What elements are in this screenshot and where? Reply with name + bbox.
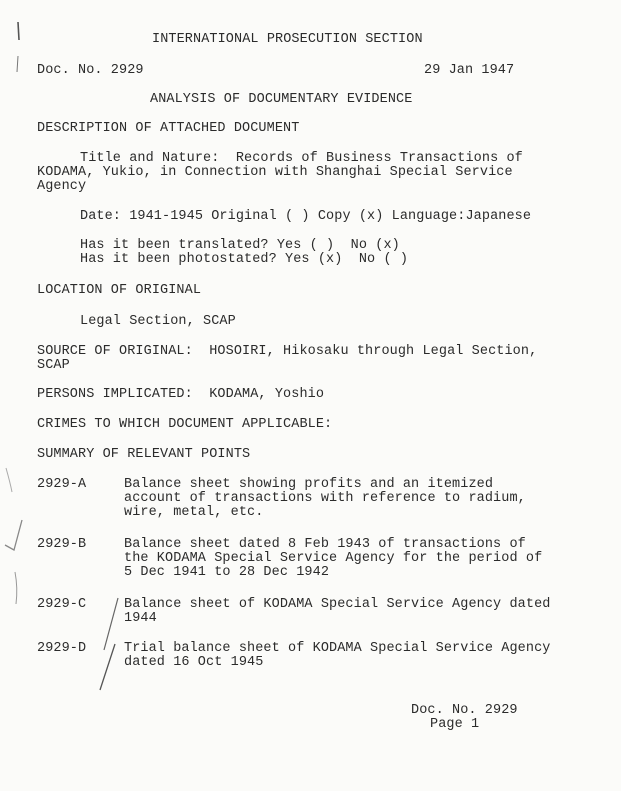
item-line: Trial balance sheet of KODAMA Special Service Agency xyxy=(124,641,551,656)
item-line: wire, metal, etc. xyxy=(124,505,264,520)
item-line: 1944 xyxy=(124,611,157,626)
persons-implicated: PERSONS IMPLICATED: KODAMA, Yoshio xyxy=(37,387,325,402)
photostated-line: Has it been photostated? Yes (x) No ( ) xyxy=(80,252,409,267)
item-line: Balance sheet dated 8 Feb 1943 of transactions of xyxy=(124,537,526,552)
analysis-title: ANALYSIS OF DOCUMENTARY EVIDENCE xyxy=(150,92,413,107)
margin-tick-mark xyxy=(17,56,18,72)
title-nature-line-2: KODAMA, Yukio, in Connection with Shanghai Special Service xyxy=(37,165,513,180)
item-id: 2929-D xyxy=(37,641,87,656)
title-nature-line-1: Title and Nature: Records of Business Transactions of xyxy=(80,151,523,166)
translated-line: Has it been translated? Yes ( ) No (x) xyxy=(80,238,400,253)
crimes-applicable: CRIMES TO WHICH DOCUMENT APPLICABLE: xyxy=(37,417,333,432)
source-line-2: SCAP xyxy=(37,358,70,373)
source-line-1: SOURCE OF ORIGINAL: HOSOIRI, Hikosaku through Legal Section, xyxy=(37,344,538,359)
item-id: 2929-B xyxy=(37,537,87,552)
section-heading: INTERNATIONAL PROSECUTION SECTION xyxy=(152,32,423,47)
item-id: 2929-A xyxy=(37,477,87,492)
check-mark xyxy=(6,468,12,492)
doc-date: 29 Jan 1947 xyxy=(424,63,515,78)
margin-line-mark xyxy=(15,572,17,604)
margin-tick-mark xyxy=(18,22,19,40)
item-id: 2929-C xyxy=(37,597,87,612)
item-line: the KODAMA Special Service Agency for the period of xyxy=(124,551,543,566)
footer-page-number: Page 1 xyxy=(430,717,480,732)
location-value: Legal Section, SCAP xyxy=(80,314,236,329)
item-line: account of transactions with reference to radium, xyxy=(124,491,526,506)
item-line: dated 16 Oct 1945 xyxy=(124,655,264,670)
item-line: 5 Dec 1941 to 28 Dec 1942 xyxy=(124,565,330,580)
title-nature-line-3: Agency xyxy=(37,179,87,194)
description-heading: DESCRIPTION OF ATTACHED DOCUMENT xyxy=(37,121,300,136)
check-mark xyxy=(5,520,22,550)
summary-heading: SUMMARY OF RELEVANT POINTS xyxy=(37,447,251,462)
margin-slash-mark xyxy=(104,598,118,650)
footer-doc-number: Doc. No. 2929 xyxy=(411,703,518,718)
location-heading: LOCATION OF ORIGINAL xyxy=(37,283,202,298)
doc-number: Doc. No. 2929 xyxy=(37,63,144,78)
margin-slash-mark xyxy=(100,644,115,690)
date-language-line: Date: 1941-1945 Original ( ) Copy (x) Language:Japanese xyxy=(80,209,532,224)
item-line: Balance sheet showing profits and an itemized xyxy=(124,477,494,492)
item-line: Balance sheet of KODAMA Special Service Agency dated xyxy=(124,597,551,612)
